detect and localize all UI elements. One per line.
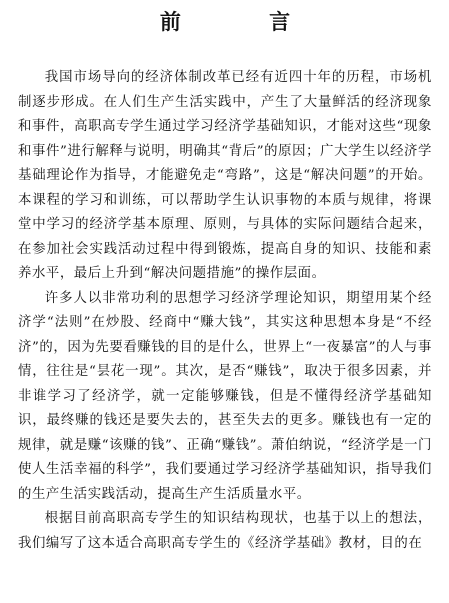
paragraph-1: 我国市场导向的经济体制改革已经有近四十年的历程，市场机制逐步形成。在人们生产生活实践中，产生了大量鲜活的经济现象和事件，高职高专学生通过学习经济学基础知识，才能对这些“现象和事件”进行解释与说明，明确其“背后”的原因；广大学生以经济学基础理论作为指导，才能避免走“弯路”，这是“解决问题”的开始。本课程的学习和训练，可以帮助学生认识事物的本质与规律，将课堂中学习的经济学基本原理、原则，与具体的实际问题结合起来，在参加社会实践活动过程中得到锻炼，提高自身的知识、技能和素养水平，最后上升到“解决问题措施”的操作层面。: [18, 70, 432, 281]
paragraph-2: 许多人以非常功利的思想学习经济学理论知识，期望用某个经济学“法则”在炒股、经商中“赚大钱”，其实这种思想本身是“不经济”的，因为先要看赚钱的目的是什么，世界上“一夜暴富”的人与事情，往往是“昙花一现”。其次，是否“赚钱”，取决于很多因素，并非谁学习了经济学，就一定能够赚钱，但是不懂得经济学基础知识，最终赚的钱还是要失去的，甚至失去的更多。赚钱也有一定的规律，就是赚“该赚的钱”、正确“赚钱”。萧伯纳说，“经济学是一门使人生活幸福的科学”，我们要通过学习经济学基础知识，指导我们的生产生活实践活动，提高生产生活质量水平。: [18, 290, 432, 502]
paragraph-3: 根据目前高职高专学生的知识结构现状，也基于以上的想法，我们编写了这本适合高职高专学生的《经济学基础》教材，目的在: [18, 511, 432, 551]
page-title: 前 言: [159, 10, 324, 34]
